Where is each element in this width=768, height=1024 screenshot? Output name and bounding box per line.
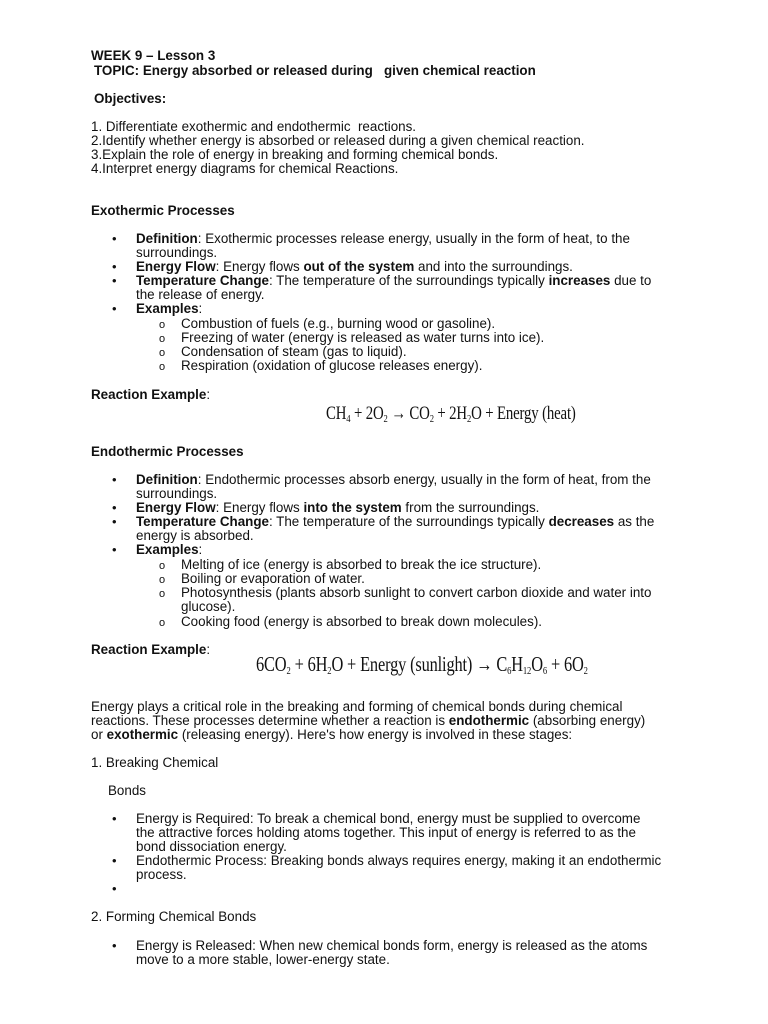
exo-temperature-change-cont: the release of energy. — [136, 287, 265, 302]
breaking-item-cont: process. — [136, 867, 187, 882]
objectives-heading: Objectives: — [94, 91, 167, 106]
intro-paragraph-line: or exothermic (releasing energy). Here's how energy is involved in these stages: — [91, 727, 573, 742]
exo-example-item: o Condensation of steam (gas to liquid). — [181, 345, 407, 359]
exo-definition-cont: surroundings. — [136, 245, 218, 260]
exothermic-heading: Exothermic Processes — [91, 203, 235, 218]
intro-paragraph-line: Energy plays a critical role in the breaking and forming of chemical bonds during chemical — [91, 699, 623, 714]
forming-item: • Energy is Released: When new chemical bonds form, energy is released as the atoms — [136, 939, 647, 953]
exo-definition: • Definition: Exothermic processes release energy, usually in the form of heat, to the — [136, 232, 630, 246]
exo-examples: • Examples: — [136, 302, 202, 316]
endo-definition: • Definition: Endothermic processes absorb energy, usually in the form of heat, from the — [136, 473, 651, 487]
intro-paragraph-line: reactions. These processes determine whether a reaction is endothermic (absorbing energy) — [91, 713, 646, 728]
exo-energy-flow: • Energy Flow: Energy flows out of the system and into the surroundings. — [136, 260, 573, 274]
exo-temperature-change: • Temperature Change: The temperature of the surroundings typically increases due to — [136, 274, 651, 288]
endo-example-item-cont: glucose). — [181, 599, 236, 614]
objective-item: 4.Interpret energy diagrams for chemical Reactions. — [91, 161, 399, 176]
breaking-subheading: Bonds — [108, 783, 146, 798]
forming-item-cont: move to a more stable, lower-energy state. — [136, 952, 390, 967]
breaking-heading: 1. Breaking Chemical — [91, 755, 219, 770]
endothermic-heading: Endothermic Processes — [91, 444, 244, 459]
exo-example-item: o Combustion of fuels (e.g., burning wood or gasoline). — [181, 317, 495, 331]
topic-title: TOPIC: Energy absorbed or released during given chemical reaction — [94, 63, 536, 78]
endo-example-item: o Melting of ice (energy is absorbed to break the ice structure). — [181, 558, 541, 572]
objective-item: 1. Differentiate exothermic and endothermic reactions. — [91, 119, 417, 134]
breaking-item: • Endothermic Process: Breaking bonds always requires energy, making it an endothermic — [136, 854, 661, 868]
endo-reaction-equation: $6CO_2 + 6H_2O$ + Energy (sunlight) → $C_6H_{12}O_6 + 6O_2$ — [256, 652, 588, 677]
endo-temperature-change-cont: energy is absorbed. — [136, 528, 254, 543]
week-title: WEEK 9 – Lesson 3 — [91, 48, 216, 63]
endo-definition-cont: surroundings. — [136, 486, 218, 501]
endo-example-item: o Boiling or evaporation of water. — [181, 572, 365, 586]
exo-example-item: o Freezing of water (energy is released as water turns into ice). — [181, 331, 544, 345]
objective-item: 2.Identify whether energy is absorbed or released during a given chemical reaction. — [91, 133, 585, 148]
endo-examples: • Examples: — [136, 543, 202, 557]
breaking-item-cont: bond dissociation energy. — [136, 839, 287, 854]
exo-reaction-label: Reaction Example: — [91, 387, 211, 402]
exo-example-item: o Respiration (oxidation of glucose releases energy). — [181, 359, 482, 373]
endo-temperature-change: • Temperature Change: The temperature of the surroundings typically decreases as the — [136, 515, 654, 529]
breaking-item: • Energy is Required: To break a chemical bond, energy must be supplied to overcome — [136, 812, 640, 826]
objective-item: 3.Explain the role of energy in breaking and forming chemical bonds. — [91, 147, 499, 162]
exo-reaction-equation: $CH_4 + 2O_2 \to CO_2 + 2H_2O$ + Energy (heat) — [326, 403, 576, 425]
endo-reaction-label: Reaction Example: — [91, 642, 211, 657]
breaking-item-cont: the attractive forces holding atoms together. This input of energy is referred to as the — [136, 825, 636, 840]
endo-energy-flow: • Energy Flow: Energy flows into the system from the surroundings. — [136, 501, 539, 515]
endo-example-item: o Photosynthesis (plants absorb sunlight to convert carbon dioxide and water into — [181, 586, 651, 600]
endo-example-item: o Cooking food (energy is absorbed to break down molecules). — [181, 615, 542, 629]
forming-heading: 2. Forming Chemical Bonds — [91, 909, 257, 924]
